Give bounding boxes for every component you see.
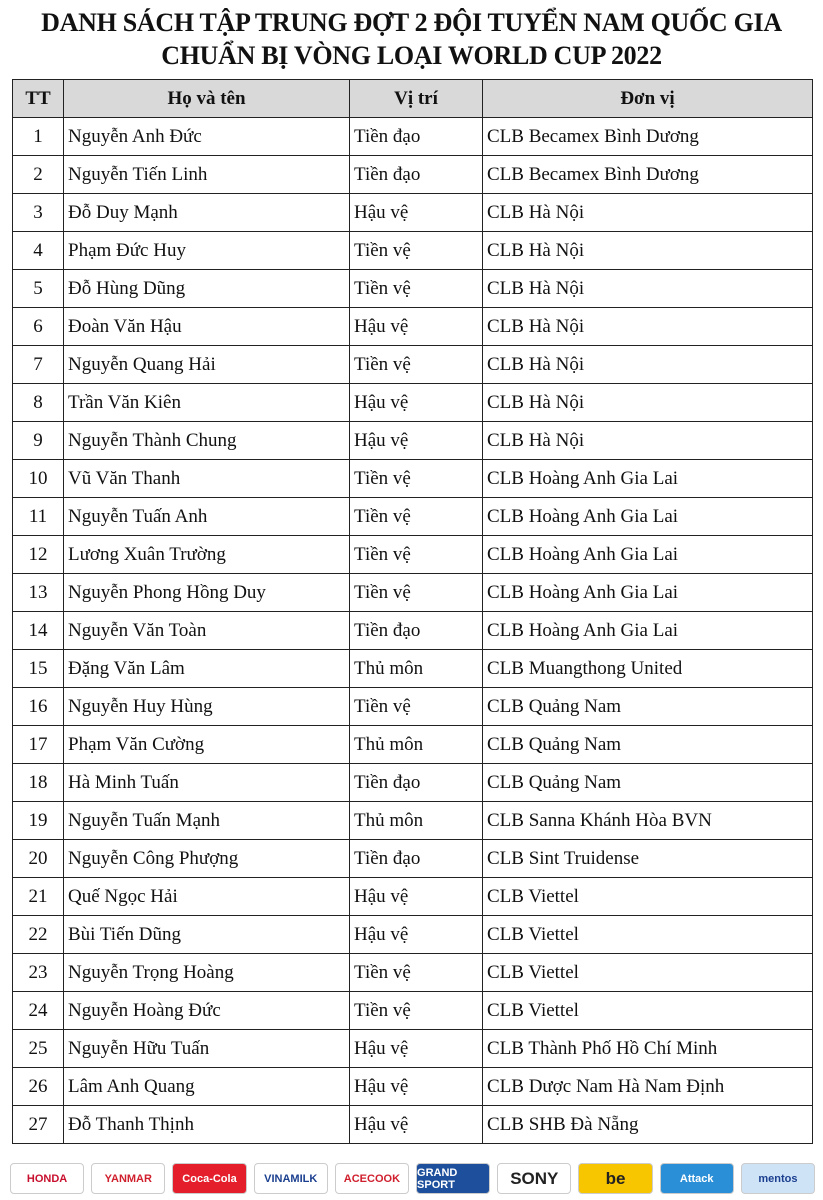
player-name: Đoàn Văn Hậu [64, 308, 350, 346]
player-name: Nguyễn Quang Hải [64, 346, 350, 384]
row-number: 25 [13, 1030, 64, 1068]
table-row [13, 232, 813, 270]
table-row [13, 764, 813, 802]
player-name: Đỗ Duy Mạnh [64, 194, 350, 232]
row-number: 27 [13, 1106, 64, 1144]
player-name: Bùi Tiến Dũng [64, 916, 350, 954]
player-club: CLB Viettel [483, 954, 813, 992]
table-row [13, 992, 813, 1030]
row-number: 5 [13, 270, 64, 308]
sponsor-bar [10, 1163, 815, 1194]
player-position: Hậu vệ [350, 878, 483, 916]
player-club: CLB Viettel [483, 878, 813, 916]
table-row [13, 384, 813, 422]
player-name: Nguyễn Tiến Linh [64, 156, 350, 194]
table-row [13, 270, 813, 308]
document-title [0, 6, 823, 72]
player-position: Tiền đạo [350, 840, 483, 878]
player-club: CLB Hoàng Anh Gia Lai [483, 498, 813, 536]
player-name: Đặng Văn Lâm [64, 650, 350, 688]
table-row [13, 954, 813, 992]
player-name: Nguyễn Hữu Tuấn [64, 1030, 350, 1068]
row-number: 3 [13, 194, 64, 232]
sponsor-logo: Coca-Cola [172, 1163, 246, 1194]
table-row [13, 346, 813, 384]
table-row [13, 802, 813, 840]
title-line-2: CHUẨN BỊ VÒNG LOẠI WORLD CUP 2022 [161, 41, 662, 70]
table-row [13, 536, 813, 574]
player-club: CLB Hoàng Anh Gia Lai [483, 574, 813, 612]
player-club: CLB Hà Nội [483, 308, 813, 346]
row-number: 20 [13, 840, 64, 878]
row-number: 9 [13, 422, 64, 460]
row-number: 16 [13, 688, 64, 726]
player-club: CLB Quảng Nam [483, 726, 813, 764]
player-position: Hậu vệ [350, 916, 483, 954]
player-name: Nguyễn Trọng Hoàng [64, 954, 350, 992]
player-club: CLB Hà Nội [483, 194, 813, 232]
player-name: Nguyễn Văn Toàn [64, 612, 350, 650]
row-number: 15 [13, 650, 64, 688]
player-name: Nguyễn Phong Hồng Duy [64, 574, 350, 612]
player-position: Tiền vệ [350, 688, 483, 726]
player-club: CLB Hà Nội [483, 346, 813, 384]
table-row [13, 650, 813, 688]
player-name: Quế Ngọc Hải [64, 878, 350, 916]
row-number: 21 [13, 878, 64, 916]
player-name: Nguyễn Tuấn Mạnh [64, 802, 350, 840]
header-club: Đơn vị [483, 80, 813, 118]
player-club: CLB Sanna Khánh Hòa BVN [483, 802, 813, 840]
sponsor-logo: ACECOOK [335, 1163, 409, 1194]
player-name: Đỗ Hùng Dũng [64, 270, 350, 308]
player-name: Nguyễn Huy Hùng [64, 688, 350, 726]
player-position: Tiền vệ [350, 574, 483, 612]
row-number: 18 [13, 764, 64, 802]
player-position: Thủ môn [350, 726, 483, 764]
player-position: Tiền vệ [350, 536, 483, 574]
row-number: 11 [13, 498, 64, 536]
row-number: 14 [13, 612, 64, 650]
player-name: Lâm Anh Quang [64, 1068, 350, 1106]
player-club: CLB Viettel [483, 992, 813, 1030]
player-position: Thủ môn [350, 802, 483, 840]
player-name: Nguyễn Anh Đức [64, 118, 350, 156]
sponsor-logo: YANMAR [91, 1163, 165, 1194]
row-number: 26 [13, 1068, 64, 1106]
player-name: Đỗ Thanh Thịnh [64, 1106, 350, 1144]
player-name: Trần Văn Kiên [64, 384, 350, 422]
header-tt: TT [13, 80, 64, 118]
player-name: Lương Xuân Trường [64, 536, 350, 574]
sponsor-logo: be [578, 1163, 652, 1194]
table-row [13, 612, 813, 650]
player-club: CLB Muangthong United [483, 650, 813, 688]
player-position: Hậu vệ [350, 1068, 483, 1106]
player-club: CLB SHB Đà Nẵng [483, 1106, 813, 1144]
player-position: Tiền vệ [350, 954, 483, 992]
table-row [13, 1068, 813, 1106]
player-name: Nguyễn Tuấn Anh [64, 498, 350, 536]
player-position: Hậu vệ [350, 194, 483, 232]
table-row [13, 1106, 813, 1144]
player-position: Thủ môn [350, 650, 483, 688]
table-row [13, 460, 813, 498]
player-club: CLB Hoàng Anh Gia Lai [483, 460, 813, 498]
row-number: 22 [13, 916, 64, 954]
player-position: Tiền vệ [350, 460, 483, 498]
table-row [13, 308, 813, 346]
table-row [13, 498, 813, 536]
row-number: 19 [13, 802, 64, 840]
player-name: Nguyễn Hoàng Đức [64, 992, 350, 1030]
player-club: CLB Thành Phố Hồ Chí Minh [483, 1030, 813, 1068]
sponsor-logo: HONDA [10, 1163, 84, 1194]
row-number: 1 [13, 118, 64, 156]
player-position: Tiền đạo [350, 118, 483, 156]
player-position: Tiền vệ [350, 232, 483, 270]
squad-table [12, 79, 813, 1144]
table-row [13, 118, 813, 156]
player-club: CLB Becamex Bình Dương [483, 156, 813, 194]
player-name: Vũ Văn Thanh [64, 460, 350, 498]
player-club: CLB Hà Nội [483, 422, 813, 460]
row-number: 23 [13, 954, 64, 992]
table-row [13, 916, 813, 954]
sponsor-logo: VINAMILK [254, 1163, 328, 1194]
header-position: Vị trí [350, 80, 483, 118]
player-position: Tiền đạo [350, 156, 483, 194]
row-number: 6 [13, 308, 64, 346]
table-row [13, 1030, 813, 1068]
player-name: Hà Minh Tuấn [64, 764, 350, 802]
player-club: CLB Viettel [483, 916, 813, 954]
player-position: Tiền vệ [350, 992, 483, 1030]
player-position: Tiền đạo [350, 612, 483, 650]
title-line-1: DANH SÁCH TẬP TRUNG ĐỢT 2 ĐỘI TUYỂN NAM QUỐC GIA [41, 8, 782, 37]
table-row [13, 156, 813, 194]
row-number: 10 [13, 460, 64, 498]
player-club: CLB Quảng Nam [483, 688, 813, 726]
sponsor-logo: Attack [660, 1163, 734, 1194]
player-club: CLB Hoàng Anh Gia Lai [483, 536, 813, 574]
row-number: 7 [13, 346, 64, 384]
player-club: CLB Dược Nam Hà Nam Định [483, 1068, 813, 1106]
player-club: CLB Becamex Bình Dương [483, 118, 813, 156]
row-number: 12 [13, 536, 64, 574]
player-position: Tiền vệ [350, 498, 483, 536]
player-position: Hậu vệ [350, 308, 483, 346]
player-club: CLB Hà Nội [483, 384, 813, 422]
row-number: 13 [13, 574, 64, 612]
player-position: Tiền vệ [350, 270, 483, 308]
player-club: CLB Hoàng Anh Gia Lai [483, 612, 813, 650]
player-club: CLB Hà Nội [483, 270, 813, 308]
row-number: 4 [13, 232, 64, 270]
player-position: Tiền đạo [350, 764, 483, 802]
table-row [13, 688, 813, 726]
table-row [13, 574, 813, 612]
row-number: 17 [13, 726, 64, 764]
row-number: 2 [13, 156, 64, 194]
player-position: Hậu vệ [350, 1106, 483, 1144]
row-number: 24 [13, 992, 64, 1030]
player-club: CLB Hà Nội [483, 232, 813, 270]
table-header-row [13, 80, 813, 118]
table-row [13, 878, 813, 916]
player-position: Hậu vệ [350, 422, 483, 460]
player-position: Tiền vệ [350, 346, 483, 384]
table-row [13, 194, 813, 232]
sponsor-logo: mentos [741, 1163, 815, 1194]
header-name: Họ và tên [64, 80, 350, 118]
player-position: Hậu vệ [350, 384, 483, 422]
player-name: Phạm Văn Cường [64, 726, 350, 764]
table-row [13, 422, 813, 460]
sponsor-logo: GRAND SPORT [416, 1163, 490, 1194]
player-name: Nguyễn Công Phượng [64, 840, 350, 878]
player-name: Nguyễn Thành Chung [64, 422, 350, 460]
player-club: CLB Quảng Nam [483, 764, 813, 802]
sponsor-logo: SONY [497, 1163, 571, 1194]
table-row [13, 840, 813, 878]
row-number: 8 [13, 384, 64, 422]
table-row [13, 726, 813, 764]
player-club: CLB Sint Truidense [483, 840, 813, 878]
player-position: Hậu vệ [350, 1030, 483, 1068]
player-name: Phạm Đức Huy [64, 232, 350, 270]
